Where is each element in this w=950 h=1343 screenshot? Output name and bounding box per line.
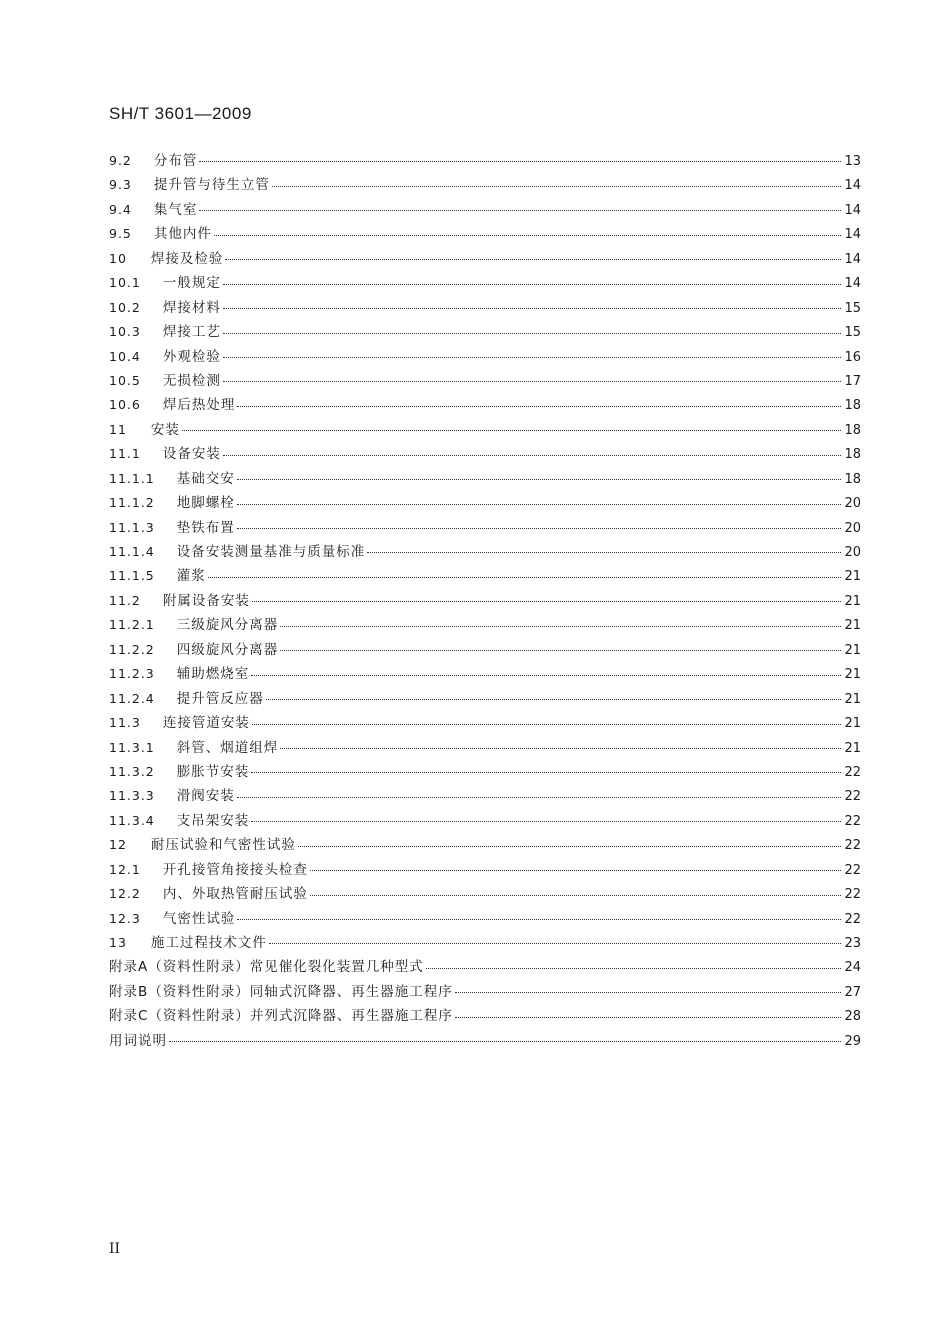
toc-entry-page: 22 xyxy=(844,789,861,805)
toc-entry-title: 支吊架安装 xyxy=(176,812,250,829)
toc-entry-number: 10.3 xyxy=(109,324,141,340)
toc-entry-title: 灌浆 xyxy=(176,568,206,585)
toc-entry-number: 11.1 xyxy=(109,446,141,462)
toc-entry-page: 21 xyxy=(844,691,861,707)
toc-entry-page: 22 xyxy=(844,887,861,903)
toc-leader-dots xyxy=(280,650,841,651)
toc-leader-dots xyxy=(266,699,841,700)
document-code: SH/T 3601—2009 xyxy=(109,104,252,123)
toc-leader-dots xyxy=(223,357,841,358)
toc-entry-page: 21 xyxy=(844,667,861,683)
toc-entry-page: 21 xyxy=(844,642,861,658)
toc-leader-dots xyxy=(251,675,841,676)
toc-entry-title: 焊接工艺 xyxy=(162,324,221,341)
toc-entry-page: 20 xyxy=(844,520,861,536)
toc-entry-title: 无损检测 xyxy=(162,372,221,389)
toc-entry[interactable] xyxy=(109,247,861,271)
toc-entry-page: 29 xyxy=(844,1033,861,1049)
toc-entry-number: 11.2.4 xyxy=(109,690,155,706)
toc-entry-page: 22 xyxy=(844,862,861,878)
toc-entry-title: 附录C（资料性附录）并列式沉降器、再生器施工程序 xyxy=(109,1008,453,1025)
toc-entry-page: 14 xyxy=(844,276,861,292)
toc-entry-page: 20 xyxy=(844,545,861,560)
toc-entry-title: 三级旋风分离器 xyxy=(176,617,279,634)
toc-entry[interactable] xyxy=(109,516,861,540)
toc-entry[interactable] xyxy=(109,1004,861,1028)
toc-entry-title: 其他内件 xyxy=(153,226,212,243)
toc-entry[interactable] xyxy=(109,858,861,882)
toc-entry[interactable] xyxy=(109,222,861,246)
toc-leader-dots xyxy=(298,846,841,847)
toc-leader-dots xyxy=(223,381,841,382)
toc-entry-number: 10 xyxy=(109,250,127,266)
toc-leader-dots xyxy=(310,870,841,871)
toc-entry-page: 21 xyxy=(844,740,861,756)
toc-entry[interactable] xyxy=(109,564,861,588)
toc-entry-title: 设备安装测量基准与质量标准 xyxy=(176,544,366,560)
toc-entry-number: 11.3.1 xyxy=(109,739,155,755)
toc-entry-title: 一般规定 xyxy=(162,275,221,292)
toc-entry[interactable] xyxy=(109,198,861,222)
toc-entry-number: 12.3 xyxy=(109,910,141,926)
toc-entry-title: 开孔接管角接接头检查 xyxy=(162,861,308,878)
toc-entry-title: 附录B（资料性附录）同轴式沉降器、再生器施工程序 xyxy=(109,983,453,1000)
toc-leader-dots xyxy=(223,308,841,309)
toc-leader-dots xyxy=(269,943,841,944)
toc-entry[interactable] xyxy=(109,173,861,197)
toc-entry-number: 11.3 xyxy=(109,715,141,731)
toc-entry[interactable] xyxy=(109,662,861,686)
toc-entry-number: 12.1 xyxy=(109,861,141,877)
toc-entry-page: 22 xyxy=(844,764,861,780)
toc-entry-title: 提升管与待生立管 xyxy=(153,177,270,194)
toc-entry-title: 安装 xyxy=(150,421,180,438)
toc-entry-number: 11.2.2 xyxy=(109,641,155,657)
toc-entry-title: 分布管 xyxy=(153,153,198,169)
toc-entry-number: 12 xyxy=(109,837,127,853)
toc-entry-page: 14 xyxy=(844,202,861,218)
toc-leader-dots xyxy=(252,724,841,725)
toc-entry-page: 18 xyxy=(844,447,861,463)
toc-entry[interactable] xyxy=(109,980,861,1004)
toc-leader-dots xyxy=(182,430,841,431)
toc-entry[interactable] xyxy=(109,882,861,906)
toc-entry-page: 22 xyxy=(844,813,861,829)
toc-entry[interactable] xyxy=(109,369,861,393)
toc-entry-page: 14 xyxy=(844,178,861,194)
toc-entry-page: 21 xyxy=(844,569,861,585)
toc-entry[interactable] xyxy=(109,687,861,711)
toc-entry[interactable] xyxy=(109,809,861,833)
toc-entry-title: 辅助燃烧室 xyxy=(176,666,250,683)
toc-leader-dots xyxy=(208,577,841,578)
toc-entry[interactable] xyxy=(109,296,861,320)
toc-entry[interactable] xyxy=(109,760,861,784)
toc-entry-title: 设备安装 xyxy=(162,446,221,463)
toc-leader-dots xyxy=(237,919,841,920)
toc-entry-number: 13 xyxy=(109,935,127,950)
toc-entry-page: 18 xyxy=(844,471,861,487)
toc-entry-number: 11.1.2 xyxy=(109,495,155,511)
toc-entry-title: 附录A（资料性附录）常见催化裂化装置几种型式 xyxy=(109,959,424,976)
toc-leader-dots xyxy=(237,479,841,480)
toc-entry[interactable] xyxy=(109,149,861,173)
toc-entry[interactable] xyxy=(109,320,861,344)
toc-leader-dots xyxy=(237,528,841,529)
toc-leader-dots xyxy=(237,504,841,505)
toc-entry[interactable] xyxy=(109,491,861,515)
toc-entry-number: 11.1.4 xyxy=(109,544,155,559)
toc-entry-number: 10.6 xyxy=(109,397,141,413)
toc-leader-dots xyxy=(225,259,841,260)
toc-entry-page: 18 xyxy=(844,422,861,438)
toc-leader-dots xyxy=(223,284,841,285)
toc-entry-page: 27 xyxy=(844,984,861,1000)
toc-entry-title: 四级旋风分离器 xyxy=(176,641,279,658)
toc-entry-title: 焊接及检验 xyxy=(150,250,224,267)
toc-entry-page: 14 xyxy=(844,227,861,243)
toc-entry-number: 11.2.1 xyxy=(109,617,155,633)
toc-entry-title: 内、外取热管耐压试验 xyxy=(162,886,308,903)
toc-entry[interactable] xyxy=(109,442,861,466)
toc-leader-dots xyxy=(310,895,841,896)
toc-leader-dots xyxy=(426,968,841,969)
toc-entry-number: 11.1.1 xyxy=(109,470,155,486)
toc-entry[interactable] xyxy=(109,784,861,808)
toc-entry-page: 21 xyxy=(844,716,861,732)
toc-entry-number: 11.3.2 xyxy=(109,763,155,779)
toc-entry-title: 垫铁布置 xyxy=(176,519,235,536)
toc-entry-page: 13 xyxy=(844,154,861,169)
toc-entry-title: 用词说明 xyxy=(109,1032,167,1049)
toc-entry-title: 耐压试验和气密性试验 xyxy=(150,837,296,854)
toc-entry[interactable] xyxy=(109,467,861,491)
toc-entry[interactable] xyxy=(109,907,861,931)
toc-entry-title: 提升管反应器 xyxy=(176,690,264,707)
toc-leader-dots xyxy=(367,552,841,553)
toc-entry-page: 15 xyxy=(844,300,861,316)
toc-entry-page: 14 xyxy=(844,251,861,267)
toc-leader-dots xyxy=(272,186,841,187)
toc-leader-dots xyxy=(199,161,841,162)
toc-entry[interactable] xyxy=(109,613,861,637)
toc-entry[interactable] xyxy=(109,1029,861,1053)
toc-entry-page: 21 xyxy=(844,593,861,609)
toc-leader-dots xyxy=(223,333,841,334)
toc-entry-page: 22 xyxy=(844,911,861,927)
toc-leader-dots xyxy=(455,992,841,993)
toc-entry-number: 10.4 xyxy=(109,348,141,364)
toc-entry-page: 22 xyxy=(844,838,861,854)
toc-entry-number: 10.1 xyxy=(109,275,141,291)
toc-entry-title: 施工过程技术文件 xyxy=(150,935,267,951)
toc-entry-page: 16 xyxy=(844,349,861,365)
toc-entry-number: 11.3.3 xyxy=(109,788,155,804)
toc-entry[interactable] xyxy=(109,638,861,662)
toc-entry[interactable] xyxy=(109,931,861,955)
toc-entry[interactable] xyxy=(109,589,861,613)
toc-entry[interactable] xyxy=(109,393,861,417)
toc-entry-page: 15 xyxy=(844,325,861,341)
toc-entry-number: 11.2 xyxy=(109,592,141,608)
toc-entry-number: 11 xyxy=(109,421,127,437)
toc-entry[interactable] xyxy=(109,833,861,857)
page-number: II xyxy=(109,1241,121,1257)
toc-entry-title: 斜管、烟道组焊 xyxy=(176,739,279,756)
toc-entry[interactable] xyxy=(109,711,861,735)
toc-leader-dots xyxy=(214,235,841,236)
toc-entry-number: 11.2.3 xyxy=(109,666,155,682)
toc-entry-page: 28 xyxy=(844,1009,861,1025)
toc-entry-number: 11.3.4 xyxy=(109,812,155,828)
toc-leader-dots xyxy=(237,797,841,798)
toc-entry[interactable] xyxy=(109,345,861,369)
toc-leader-dots xyxy=(252,601,841,602)
toc-leader-dots xyxy=(251,821,841,822)
toc-leader-dots xyxy=(199,210,841,211)
toc-leader-dots xyxy=(237,406,841,407)
toc-entry-title: 膨胀节安装 xyxy=(176,763,250,780)
toc-entry-title: 连接管道安装 xyxy=(162,715,250,732)
toc-leader-dots xyxy=(280,748,841,749)
toc-entry-page: 23 xyxy=(844,936,861,951)
toc-leader-dots xyxy=(280,626,841,627)
toc-entry-title: 地脚螺栓 xyxy=(176,495,235,512)
toc-entry-number: 11.1.3 xyxy=(109,519,155,535)
toc-entry-title: 焊接材料 xyxy=(162,299,221,316)
toc-entry-title: 焊后热处理 xyxy=(162,397,236,414)
toc-entry-title: 集气室 xyxy=(153,201,198,218)
toc-entry[interactable] xyxy=(109,736,861,760)
toc-entry[interactable] xyxy=(109,955,861,979)
toc-entry-page: 24 xyxy=(844,960,861,976)
toc-entry-title: 附属设备安装 xyxy=(162,592,250,609)
table-of-contents xyxy=(109,149,861,1053)
toc-entry-number: 9.4 xyxy=(109,201,132,217)
toc-entry-number: 9.5 xyxy=(109,226,132,242)
toc-entry-number: 9.3 xyxy=(109,177,132,193)
toc-leader-dots xyxy=(251,772,841,773)
toc-entry-page: 21 xyxy=(844,618,861,634)
toc-entry-page: 17 xyxy=(844,373,861,389)
toc-entry-number: 10.2 xyxy=(109,299,141,315)
toc-entry-title: 外观检验 xyxy=(162,348,221,365)
toc-entry[interactable] xyxy=(109,540,861,564)
toc-entry-title: 基础交安 xyxy=(176,470,235,487)
toc-entry-title: 气密性试验 xyxy=(162,910,236,927)
toc-leader-dots xyxy=(455,1017,841,1018)
toc-entry-page: 18 xyxy=(844,398,861,414)
toc-leader-dots xyxy=(169,1041,841,1042)
toc-entry-number: 9.2 xyxy=(109,153,132,168)
toc-entry[interactable] xyxy=(109,418,861,442)
toc-leader-dots xyxy=(223,455,841,456)
toc-entry-title: 滑阀安装 xyxy=(176,788,235,805)
toc-entry-page: 20 xyxy=(844,496,861,512)
toc-entry-number: 12.2 xyxy=(109,886,141,902)
toc-entry-number: 11.1.5 xyxy=(109,568,155,584)
toc-entry[interactable] xyxy=(109,271,861,295)
toc-entry-number: 10.5 xyxy=(109,372,141,388)
